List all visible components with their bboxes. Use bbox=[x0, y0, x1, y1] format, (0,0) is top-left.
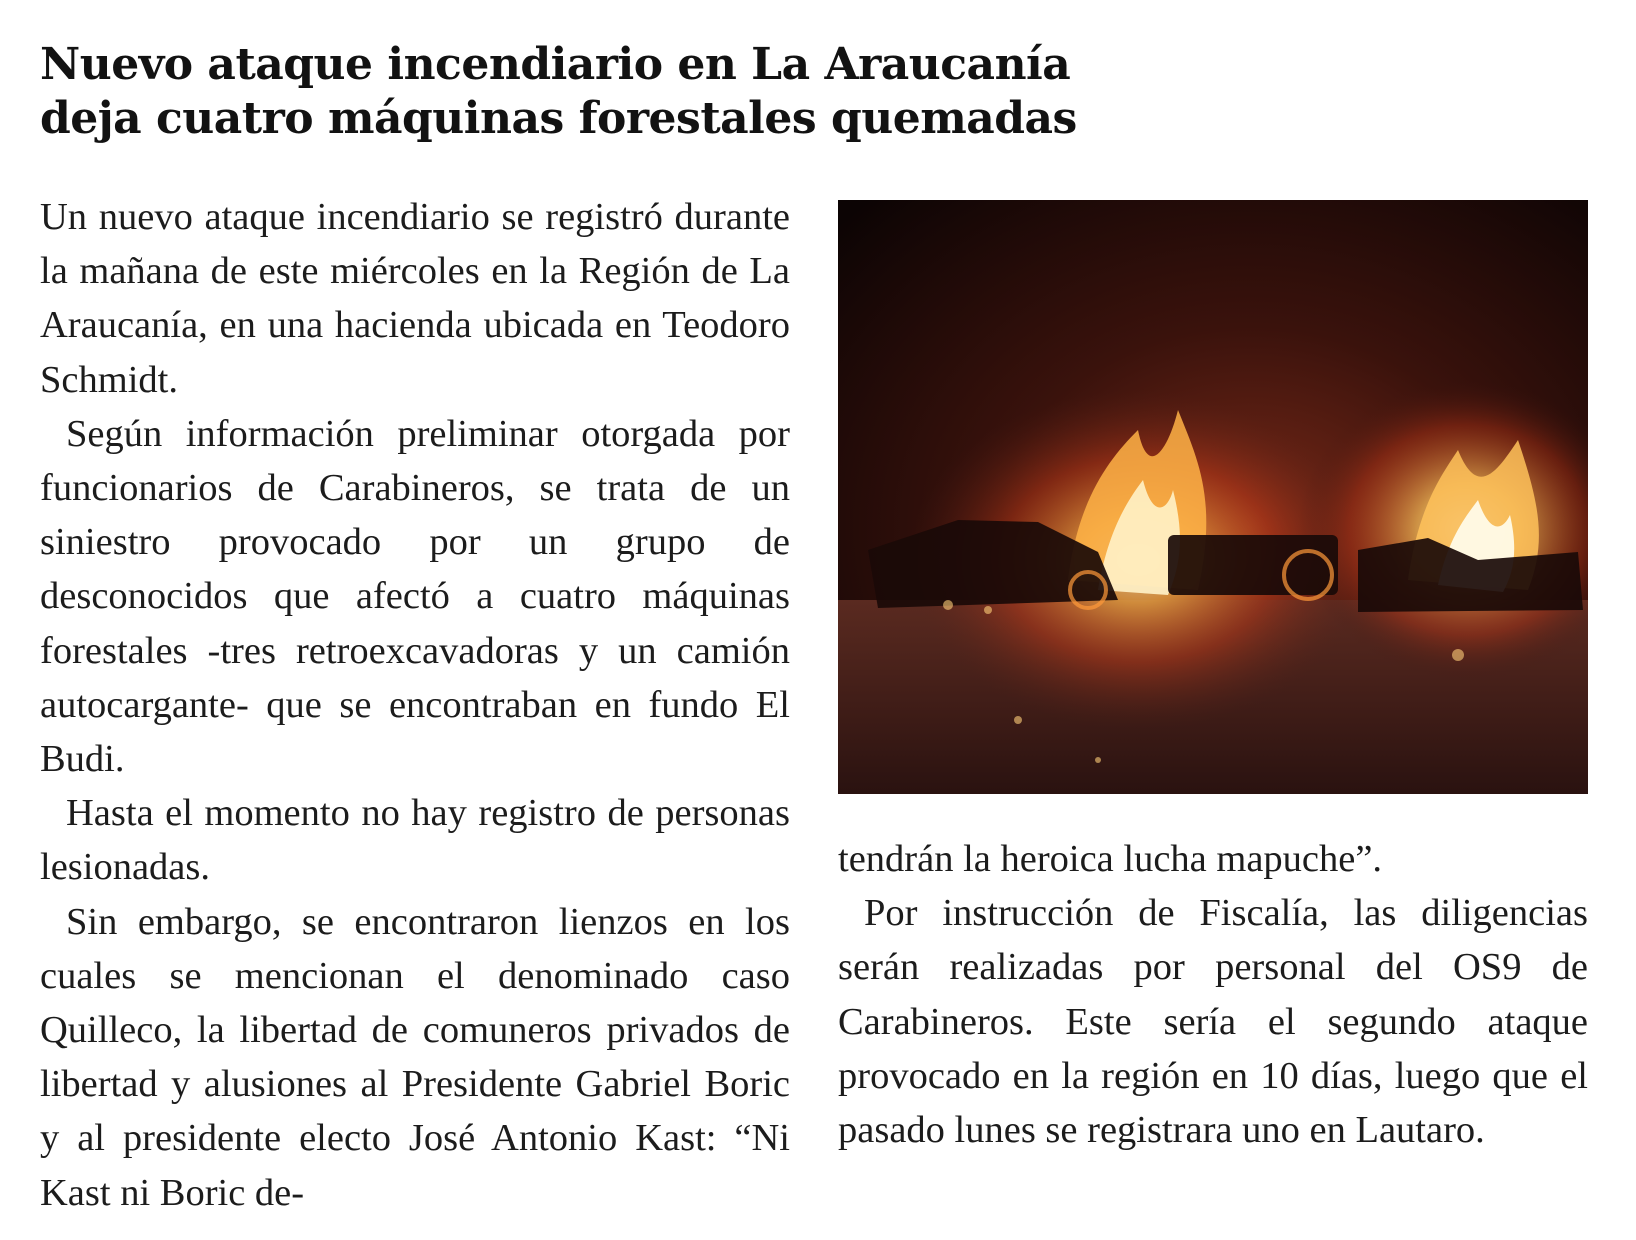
article-paragraph: tendrán la heroica lucha mapuche”. bbox=[838, 838, 1383, 880]
article-paragraph: Según información preliminar otorgada por funcionarios de Carabineros, se trata de un siniestro provocado por un grupo de desconocidos que afectó a cuatro máquinas forestales -tres retroexcavadoras y un camión autocargante- que se encontraban en fundo El Budi. bbox=[40, 412, 790, 781]
article-column-left bbox=[40, 190, 790, 1220]
article-paragraph: Por instrucción de Fiscalía, las diligencias serán realizadas por personal del OS9 de Carabineros. Este sería el segundo ataque provocado en la región en 10 días, luego que el pasado lunes se registrara uno en Lautaro. bbox=[838, 892, 1588, 1152]
article-paragraph: Sin embargo, se encontraron lienzos en los cuales se mencionan el denominado caso Quilleco, la libertad de comuneros privados de libertad y alusiones al Presidente Gabriel Boric y al presidente electo José Antonio Kast: “Ni Kast ni Boric de- bbox=[40, 900, 790, 1214]
fire-photo bbox=[838, 200, 1588, 794]
article-paragraph: Hasta el momento no hay registro de personas lesionadas. bbox=[40, 792, 790, 889]
fire-photo-illustration bbox=[838, 200, 1588, 794]
article-column-right bbox=[838, 832, 1588, 1157]
article-headline: Nuevo ataque incendiario en La Araucanía deja cuatro máquinas forestales quemadas bbox=[40, 39, 1077, 144]
article-paragraph: Un nuevo ataque incendiario se registró durante la mañana de este miércoles en la Región de La Araucanía, en una hacienda ubicada en Teodoro Schmidt. bbox=[40, 196, 790, 401]
